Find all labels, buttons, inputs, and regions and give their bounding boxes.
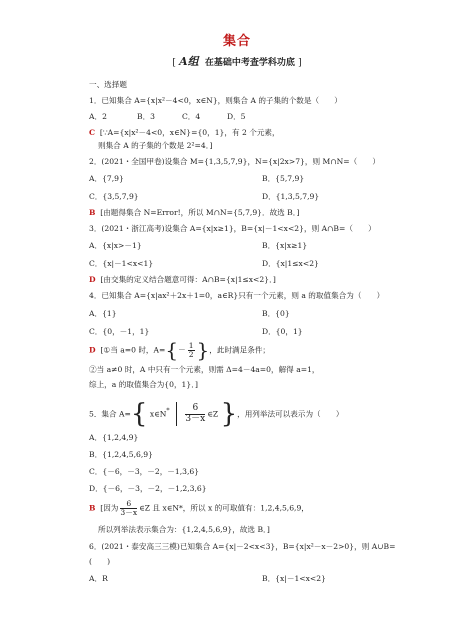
q2-option-c: C．{3,5,7,9} xyxy=(89,192,139,201)
q3-answer-text: [由交集的定义结合题意可得：A∩B={x|1≤x<2}．] xyxy=(100,275,276,284)
q2-option-b: B．{5,7,9} xyxy=(262,174,305,183)
q6-option-a: A．R xyxy=(89,574,108,583)
q1-option-a: A．2 xyxy=(89,112,107,121)
q6-stem-line2: ( ) xyxy=(89,557,111,566)
q4-answer-line3: 综上，a 的取值集合为{0，1}．] xyxy=(89,380,198,389)
bracket-right: ] xyxy=(298,58,302,68)
group-label: A组 xyxy=(179,55,199,68)
set-brace-right: } xyxy=(220,399,238,429)
q5-answer xyxy=(89,500,309,517)
q5-option-b: B．{1,2,4,5,6,9} xyxy=(89,450,153,459)
q2-answer-mark: B xyxy=(89,208,96,217)
q2-option-d: D．{1,3,5,7,9} xyxy=(262,192,320,201)
q5-set-fraction xyxy=(185,404,205,424)
q1-option-b: B．3 xyxy=(137,112,156,121)
q4-frac-num: 1 xyxy=(188,341,194,351)
q2-stem: 2．(2021・全国甲卷)设集合 M={1,3,5,7,9}，N={x|2x>7}，则 M∩N=（ ） xyxy=(89,157,380,166)
q4-answer xyxy=(89,338,270,363)
q5-set-frac-num: 6 xyxy=(185,404,205,414)
q4-answer-post: ，此时满足条件； xyxy=(209,345,271,355)
q3-option-b: B．{x|x≥1} xyxy=(262,241,308,250)
q5-option-a: A．{1,2,4,9} xyxy=(89,433,139,442)
set-divider xyxy=(176,402,177,426)
minus-sign: － xyxy=(178,345,186,355)
q5-answer-line2: 所以列举法表示集合为：{1,2,4,5,6,9}，故选 B．] xyxy=(98,525,270,534)
q4-option-d: D．{0，1} xyxy=(262,327,303,336)
q4-option-c: C．{0，－1，1} xyxy=(89,327,150,336)
q3-answer xyxy=(89,275,276,284)
q5-star: * xyxy=(166,407,170,415)
q2-answer xyxy=(89,208,300,217)
page-title: 集合 xyxy=(222,34,251,49)
q5-answer-post: ∈Z 且 x∈N*，所以 x 的可取值有：1,2,4,5,6,9， xyxy=(139,503,309,513)
q5-ans-frac-num: 6 xyxy=(120,500,137,509)
q5-option-c: C．{－6，－3，－2，－1,3,6} xyxy=(89,467,200,476)
q6-stem: 6．(2021・泰安高三三模)已知集合 A={x|－2<x<3}，B={x|x²－x－2>0}，则 A∪B= xyxy=(89,542,396,551)
brace-right: } xyxy=(196,338,210,362)
q5-stem-pre: 5．集合 A= xyxy=(89,409,131,419)
q4-fraction xyxy=(188,342,195,359)
q4-option-a: A．{1} xyxy=(89,309,117,318)
group-header xyxy=(0,55,474,69)
q3-option-c: C．{x|－1<x<1} xyxy=(89,259,154,268)
q5-option-d: D．{－6，－3，－2，－1,2,3,6} xyxy=(89,484,207,493)
group-subtitle: 在基础中考查学科功底 xyxy=(204,58,295,68)
section-heading: 一、选择题 xyxy=(89,80,127,89)
q4-answer-pre: [①当 a=0 时，A= xyxy=(100,345,166,355)
q5-set-tail: ∈Z xyxy=(207,409,219,419)
bracket-left: [ xyxy=(172,58,176,68)
q4-stem: 4．已知集合 A={x|ax²＋2x＋1=0，a∈R}只有一个元素，则 a 的取值集合为（ ） xyxy=(89,291,385,300)
q5-answer-fraction xyxy=(120,500,137,517)
q3-option-d: D．{x|1≤x<2} xyxy=(262,259,319,268)
q5-ans-frac-den: 3－x xyxy=(120,507,138,517)
q1-answer-line2: 则集合 A 的子集的个数是 2²=4．] xyxy=(98,141,213,150)
q3-answer-mark: D xyxy=(89,275,96,284)
q6-option-b: B．{x|－1<x<2} xyxy=(262,574,326,583)
q5-set-var: x∈N xyxy=(149,409,167,419)
brace-left: { xyxy=(165,338,179,362)
set-brace-left: { xyxy=(130,399,148,429)
q4-option-b: B．{0} xyxy=(262,309,290,318)
q2-answer-text: [由题得集合 N=Error!，所以 M∩N={5,7,9}．故选 B．] xyxy=(100,208,300,217)
q5-answer-mark: B xyxy=(89,503,96,513)
q1-option-c: C．4 xyxy=(182,112,201,121)
q4-frac-den: 2 xyxy=(188,350,194,359)
q2-option-a: A．{7,9} xyxy=(89,174,124,183)
q3-stem: 3．(2021・浙江高考)设集合 A={x|x≥1}，B={x|－1<x<2}，则 A∩B=（ ） xyxy=(89,224,376,233)
q5-stem-post: ，用列举法可以表示为（ ） xyxy=(237,409,344,419)
q1-answer xyxy=(89,128,280,137)
q4-answer-line2: ②当 a≠0 时，A 中只有一个元素，则需 Δ=4－4a=0，解得 a=1， xyxy=(89,365,320,374)
q3-option-a: A．{x|x>－1} xyxy=(89,241,142,250)
q1-answer-text: [∵A={x|x²－4<0，x∈N}={0，1}，有 2 个元素， xyxy=(99,128,280,137)
q1-option-d: D．5 xyxy=(227,112,246,121)
q5-set-frac-den: 3－x xyxy=(185,413,206,424)
q5-answer-pre: [因为 xyxy=(100,503,119,513)
q4-answer-mark: D xyxy=(89,345,96,355)
q1-stem: 1．已知集合 A={x|x²－4<0，x∈N}，则集合 A 的子集的个数是（ ） xyxy=(89,96,342,105)
q5-stem xyxy=(89,398,343,431)
q1-answer-mark: C xyxy=(89,128,96,137)
